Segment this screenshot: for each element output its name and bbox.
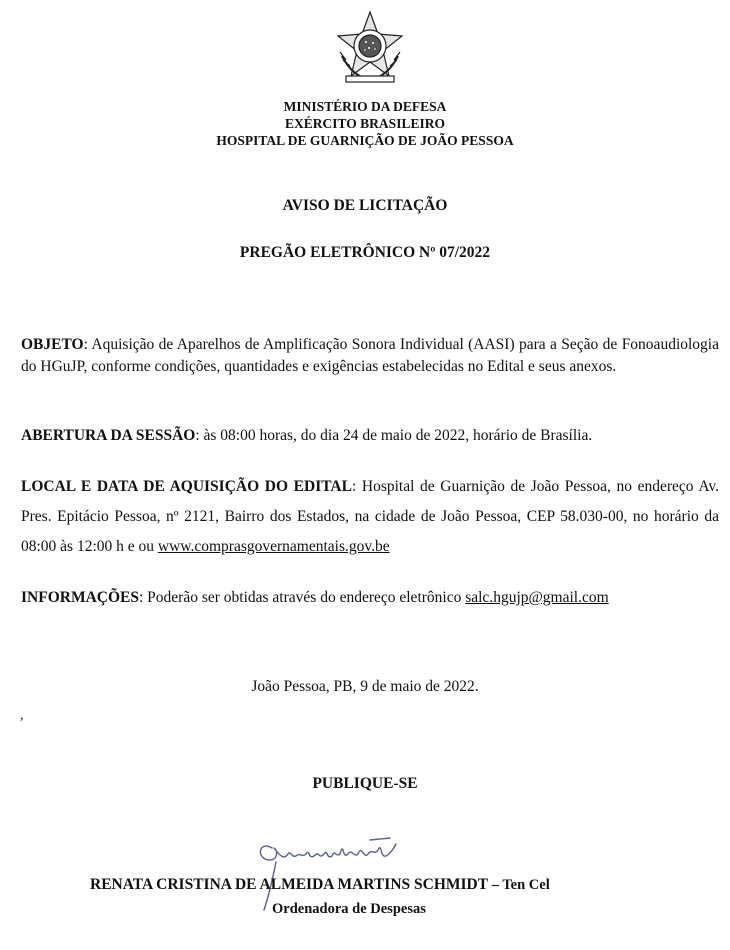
notice-subtitle: PREGÃO ELETRÔNICO Nº 07/2022 [239, 244, 491, 261]
coat-of-arms-icon [332, 10, 408, 86]
header-line-ministry: MINISTÉRIO DA DEFESA [283, 99, 447, 114]
abertura-paragraph [21, 425, 719, 447]
signer-role: Ordenadora de Despesas [272, 901, 426, 917]
institution-header [0, 98, 730, 149]
objeto-label: OBJETO [21, 336, 84, 353]
local-text: : Hospital de Guarnição de João Pessoa, no endereço Av. Pres. Epitácio Pessoa, nº 2121, Bairro dos Estados, na cidade de João Pessoa, CEP 58.030-00, no horário da 08:00 às 12:00 h e ou [21, 478, 720, 555]
local-paragraph [21, 472, 719, 562]
abertura-text: : às 08:00 horas, do dia 24 de maio de 2022, horário de Brasília. [195, 427, 593, 444]
abertura-label: ABERTURA DA SESSÃO [21, 427, 196, 444]
informacoes-text: : Poderão ser obtidas através do endereço eletrônico [138, 589, 466, 606]
signer-rank: – Ten Cel [488, 877, 550, 893]
email-link[interactable]: salc.hgujp@gmail.com [465, 589, 609, 606]
objeto-paragraph [21, 334, 719, 378]
objeto-text: : Aquisição de Aparelhos de Amplificação Sonora Individual (AASI) para a Seção de Fonoaudiologia do HGuJP, conforme condições, quantidades e exigências estabelecidas no Edital e seus anexos. [21, 336, 719, 375]
signer-line [90, 876, 550, 894]
compras-link[interactable]: www.comprasgovernamentais.gov.be [157, 538, 390, 555]
publish-label: PUBLIQUE-SE [312, 775, 418, 792]
local-label: LOCAL E DATA DE AQUISIÇÃO DO EDITAL [21, 478, 352, 495]
signer-name: RENATA CRISTINA DE ALMEIDA MARTINS SCHMIDT [90, 876, 489, 893]
header-line-hospital: HOSPITAL DE GUARNIÇÃO DE JOÃO PESSOA [216, 133, 514, 148]
stray-mark: , [20, 708, 24, 723]
informacoes-label: INFORMAÇÕES [21, 589, 139, 606]
notice-title: AVISO DE LICITAÇÃO [282, 197, 448, 214]
place-date: João Pessoa, PB, 9 de maio de 2022. [251, 678, 479, 695]
informacoes-paragraph [21, 587, 719, 609]
header-line-army: EXÉRCITO BRASILEIRO [285, 116, 445, 131]
